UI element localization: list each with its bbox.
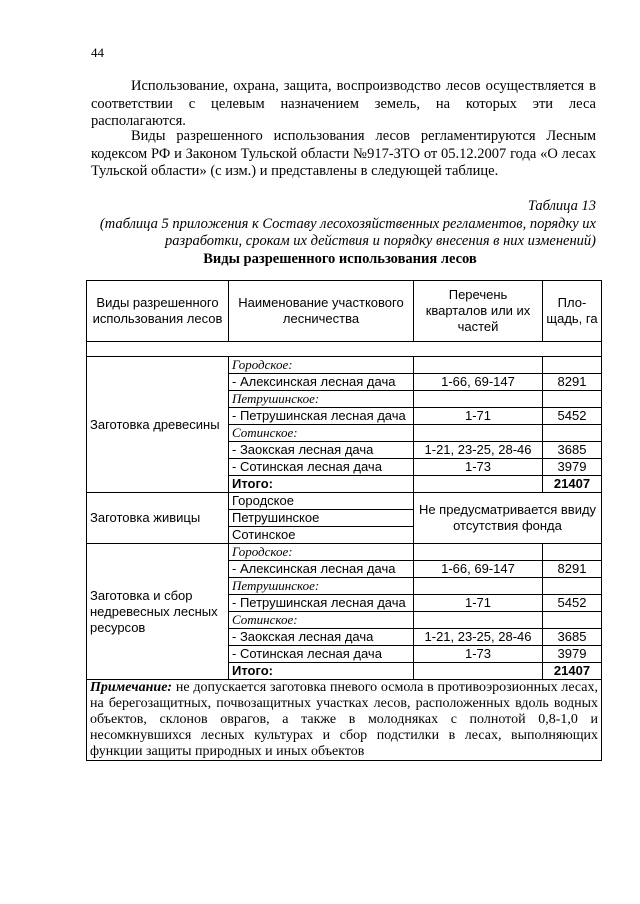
forest-dacha-name: - Заокская лесная дача [229,629,414,646]
page-number: 44 [91,45,104,60]
table-footnote-row [87,680,602,761]
forestry-name: Городское: [229,357,414,374]
header-usage-type: Виды разрешенного использования лесов [87,281,229,342]
total-label: Итого: [229,663,414,680]
forest-dacha-name: - Алексинская лесная дача [229,561,414,578]
header-area: Пло-щадь, га [543,281,602,342]
header-quarters: Перечень кварталов или их частей [414,281,543,342]
forestry-name: Сотинское: [229,425,414,442]
area-value: 8291 [543,561,602,578]
quarters-value: 1-71 [414,595,543,612]
forest-dacha-name: - Сотинская лесная дача [229,646,414,663]
table-number: Таблица 13 [527,198,596,214]
area-value: 5452 [543,595,602,612]
area-value: 8291 [543,374,602,391]
forestry-name: Петрушинское [229,510,414,527]
area-value: 3979 [543,646,602,663]
forestry-name: Петрушинское: [229,578,414,595]
table-footnote [87,680,602,761]
not-provided-note: Не предусматривается ввиду отсутствия фонда [414,493,602,544]
footnote-text: не допускается заготовка пневого осмола в противоэрозионных лесах, на берегозащитных, почвозащитных участках лесов, расположенных вдоль водных объектов, склонов оврагов, а также в молодняках с полнотой 0,8-1,0 и несомкнувшихся лесных культурах и сбор подстилки в лесах, выполняющих функции защиты природных и иных объектов [90,680,598,759]
paragraph-intro: Использование, охрана, защита, воспроизводство лесов осуществляется в соответствии с целевым назначением земель, на которых эти леса располагаются. [91,78,596,129]
quarters-value: 1-73 [414,646,543,663]
quarters-value: 1-21, 23-25, 28-46 [414,629,543,646]
forest-dacha-name: - Петрушинская лесная дача [229,595,414,612]
quarters-value: 1-71 [414,408,543,425]
area-value: 5452 [543,408,602,425]
table-header-row [87,281,602,342]
forestry-name: Городское [229,493,414,510]
forest-dacha-name: - Сотинская лесная дача [229,459,414,476]
area-value: 3979 [543,459,602,476]
total-label: Итого: [229,476,414,493]
quarters-value: 1-66, 69-147 [414,374,543,391]
quarters-value: 1-21, 23-25, 28-46 [414,442,543,459]
forestry-name: Городское: [229,544,414,561]
header-forestry: Наименование участкового лесничества [229,281,414,342]
area-value: 3685 [543,629,602,646]
table-row [87,544,602,561]
forest-dacha-name: - Петрушинская лесная дача [229,408,414,425]
forestry-name: Петрушинское: [229,391,414,408]
table-row [87,357,602,374]
table-spacer-row [87,342,602,357]
table-row [87,493,602,510]
usage-type-cell: Заготовка живицы [87,493,229,544]
forest-dacha-name: - Заокская лесная дача [229,442,414,459]
table-title: Виды разрешенного использования лесов [203,251,477,267]
quarters-value: 1-73 [414,459,543,476]
forest-dacha-name: - Алексинская лесная дача [229,374,414,391]
forestry-name: Сотинское [229,527,414,544]
table-subtitle: (таблица 5 приложения к Составу лесохозяйственных регламентов, порядку их разработки, срокам их действия и порядку внесения в них изменений) [99,216,596,249]
usage-type-cell: Заготовка древесины [87,357,229,493]
quarters-value: 1-66, 69-147 [414,561,543,578]
usage-table [86,280,602,761]
footnote-label: Примечание: [90,680,173,695]
total-value: 21407 [543,476,602,493]
total-value: 21407 [543,663,602,680]
area-value: 3685 [543,442,602,459]
paragraph-regulation: Виды разрешенного использования лесов регламентируются Лесным кодексом РФ и Законом Тульской области №917-ЗТО от 05.12.2007 года «О лесах Тульской области» (с изм.) и представлены в следующей таблице. [91,128,596,179]
usage-type-cell: Заготовка и сбор недревесных лесных ресурсов [87,544,229,680]
forestry-name: Сотинское: [229,612,414,629]
